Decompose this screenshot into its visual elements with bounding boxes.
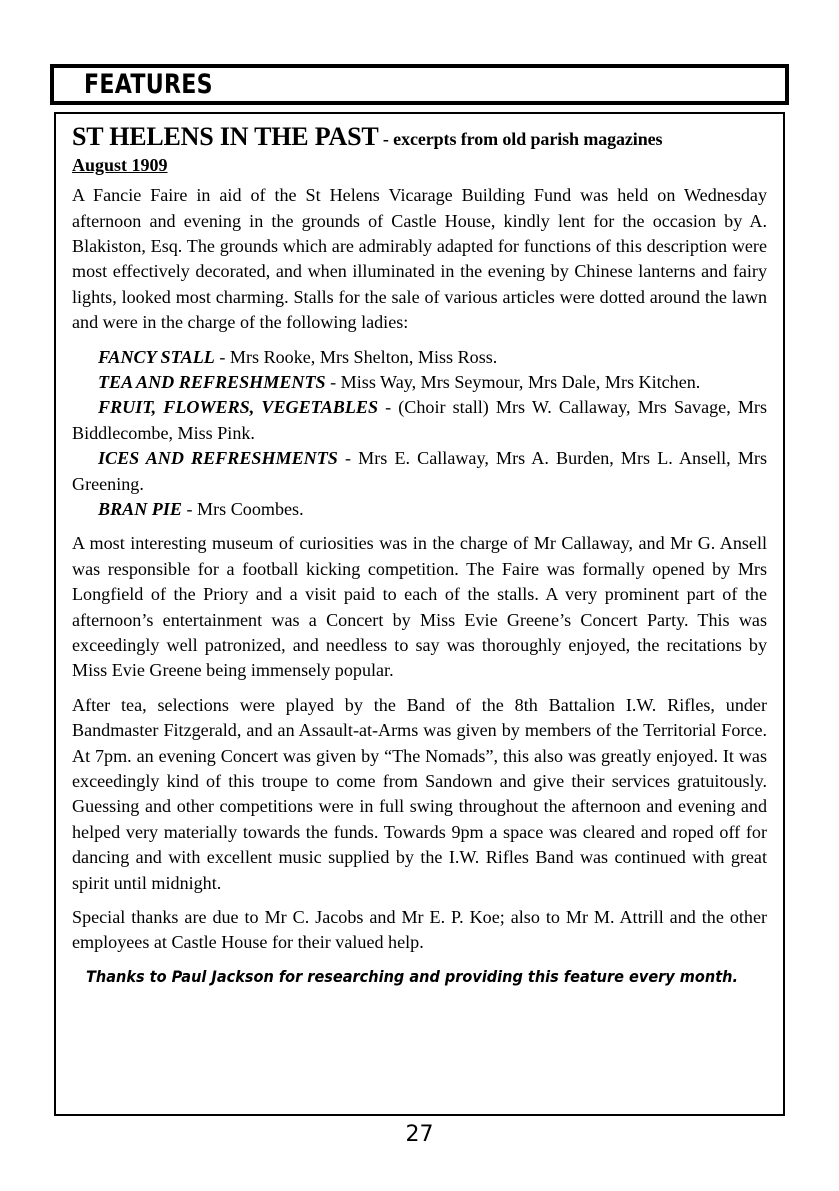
paragraph-museum: A most interesting museum of curiosities was in the charge of Mr Callaway, and Mr G. Ansell was responsible for a football kicking competition. The Faire was formally opened by Mrs Longfield of the Priory and a visit paid to each of the stalls. A very prominent part of the afternoon’s entertainment was a Concert by Miss Evie Greene’s Concert Party. This was exceedingly well patronized, and needless to say was thoroughly enjoyed, the recitations by Miss Evie Greene being immensely popular. — [72, 533, 767, 681]
paragraph-band: After tea, selections were played by the Band of the 8th Battalion I.W. Rifles, under Bandmaster Fitzgerald, and an Assault-at-Arms was given by members of the Territorial Force. At 7pm. an evening Concert was given by “The Nomads”, this also was greatly enjoyed. It was exceedingly kind of this troupe to come from Sandown and give their services gratuitously. Guessing and other competitions were in full swing throughout the afternoon and evening and helped very materially towards the funds. Towards 9pm a space was cleared and roped off for dancing and with excellent music supplied by the I.W. Rifles Band was continued with great spirit until midnight. — [72, 694, 767, 893]
article-headline-sub: - excerpts from old parish magazines — [378, 129, 663, 149]
stall-item — [72, 345, 767, 370]
stall-people: - Mrs E. Callaway, Mrs A. Burden, Mrs L. Ansell, Mrs Greening. — [72, 448, 767, 494]
article-date-heading: August 1909 — [72, 155, 168, 176]
paragraph-intro: A Fancie Faire in aid of the St Helens Vicarage Building Fund was held on Wednesday afternoon and evening in the grounds of Castle House, kindly lent for the occasion by A. Blakiston, Esq. The grounds which are admirably adapted for functions of this description were most effectively decorated, and when illuminated in the evening by Chinese lanterns and fairy lights, looked most charming. Stalls for the sale of various articles were dotted around the lawn and were in the charge of the following ladies: — [72, 185, 767, 333]
stall-item — [72, 497, 767, 522]
stall-name: ICES AND REFRESHMENTS — [98, 448, 338, 469]
stall-item — [72, 370, 767, 395]
stall-people: - (Choir stall) Mrs W. Callaway, Mrs Savage, Mrs Biddlecombe, Miss Pink. — [72, 397, 767, 443]
features-banner — [50, 64, 789, 105]
stall-name: FRUIT, FLOWERS, VEGETABLES — [98, 397, 379, 418]
features-banner-title: FEATURES — [84, 69, 213, 100]
article-container — [54, 112, 785, 1116]
article-headline-main: ST HELENS IN THE PAST — [72, 122, 379, 151]
stall-name: TEA AND REFRESHMENTS — [98, 371, 326, 392]
researcher-credit: Thanks to Paul Jackson for researching and providing this feature every month. — [86, 967, 738, 986]
stall-name: BRAN PIE — [98, 498, 182, 519]
stall-name: FANCY STALL — [98, 346, 215, 367]
stall-people: - Mrs Rooke, Mrs Shelton, Miss Ross. — [214, 346, 498, 367]
stall-people: - Miss Way, Mrs Seymour, Mrs Dale, Mrs Kitchen. — [325, 371, 701, 392]
stall-list — [72, 345, 767, 523]
stall-people: - Mrs Coombes. — [181, 498, 304, 519]
stall-item — [72, 446, 767, 497]
stall-item — [72, 395, 767, 446]
paragraph-thanks: Special thanks are due to Mr C. Jacobs and Mr E. P. Koe; also to Mr M. Attrill and the other employees at Castle House for their valued help. — [72, 907, 767, 953]
page-number: 27 — [405, 1122, 434, 1147]
article-inner — [72, 123, 767, 987]
article-headline — [72, 123, 767, 150]
